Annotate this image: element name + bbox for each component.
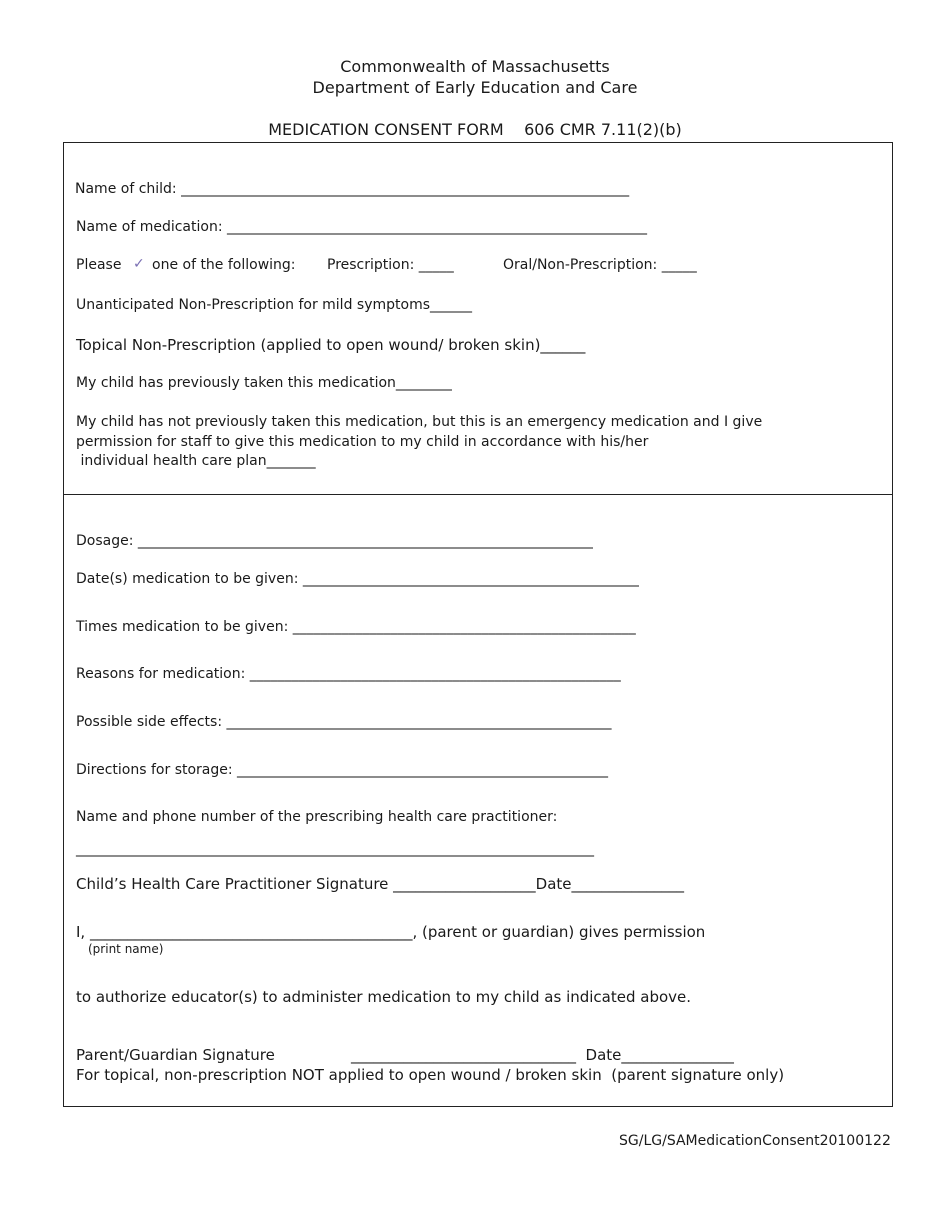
side-effects-field[interactable]: Possible side effects: _______________________________________________________ [76, 714, 612, 730]
please-check-suffix: one of the following: [152, 257, 296, 273]
emergency-checkbox[interactable]: individual health care plan_______ [76, 453, 316, 469]
practitioner-name-field[interactable]: __________________________________________________________________________ [76, 841, 594, 857]
times-field[interactable]: Times medication to be given: _________________________________________________ [76, 619, 636, 635]
section-divider [63, 494, 893, 495]
reasons-field[interactable]: Reasons for medication: _____________________________________________________ [76, 666, 621, 682]
header-line-commonwealth: Commonwealth of Massachusetts [340, 57, 610, 76]
child-name-field[interactable]: Name of child: ________________________________________________________________ [75, 181, 630, 197]
please-check-prefix: Please [76, 257, 122, 273]
prescription-checkbox[interactable]: Prescription: _____ [327, 257, 454, 273]
topical-note: For topical, non-prescription NOT applied to open wound / broken skin (parent signature only) [76, 1066, 785, 1084]
practitioner-name-label: Name and phone number of the prescribing health care practitioner: [76, 809, 558, 825]
authorize-statement: to authorize educator(s) to administer medication to my child as indicated above. [76, 988, 692, 1006]
medication-name-field[interactable]: Name of medication: ____________________________________________________________ [76, 219, 647, 235]
dosage-field[interactable]: Dosage: _________________________________________________________________ [76, 533, 593, 549]
storage-field[interactable]: Directions for storage: _____________________________________________________ [76, 762, 609, 778]
parent-signature-label: Parent/Guardian Signature [76, 1046, 275, 1064]
emergency-text-line1: My child has not previously taken this medication, but this is an emergency medication and I give [76, 414, 763, 430]
previously-taken-checkbox[interactable]: My child has previously taken this medication________ [76, 375, 452, 391]
parent-print-name-field[interactable]: I, ___________________________________________, (parent or guardian) gives permission [76, 923, 706, 941]
emergency-text-line2: permission for staff to give this medication to my child in accordance with his/her [76, 434, 649, 450]
header-line-department: Department of Early Education and Care [312, 78, 638, 97]
form-title: MEDICATION CONSENT FORM 606 CMR 7.11(2)(b) [268, 120, 682, 139]
print-name-caption: (print name) [88, 942, 164, 956]
topical-checkbox[interactable]: Topical Non-Prescription (applied to open wound/ broken skin)______ [76, 336, 586, 354]
oral-nonprescription-checkbox[interactable]: Oral/Non-Prescription: _____ [503, 257, 697, 273]
parent-signature-field[interactable]: ______________________________ Date_______________ [351, 1046, 734, 1064]
dates-field[interactable]: Date(s) medication to be given: ________________________________________________ [76, 571, 639, 587]
practitioner-signature-field[interactable]: Child’s Health Care Practitioner Signature ___________________Date_______________ [76, 875, 685, 893]
checkmark-icon: ✓ [133, 256, 145, 272]
form-code: SG/LG/SAMedicationConsent20100122 [619, 1133, 891, 1149]
unanticipated-checkbox[interactable]: Unanticipated Non-Prescription for mild symptoms______ [76, 297, 472, 313]
